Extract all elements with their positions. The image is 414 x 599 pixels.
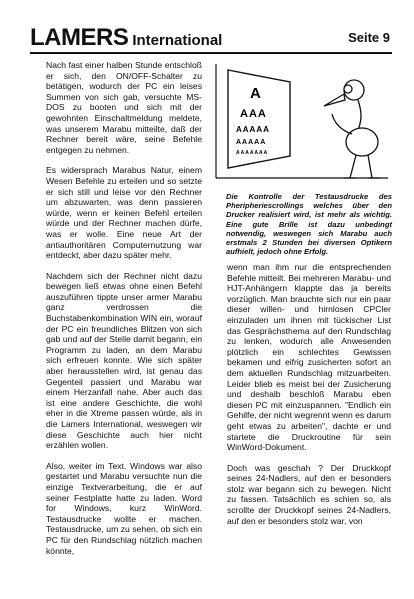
header-rule	[30, 52, 392, 54]
bird-leg	[350, 155, 356, 178]
figure-caption: Die Kontrolle der Testausdrucke des Pheripheriescrollings welches über den Drucker realisiert wird, ist mehr als wichtig. Eine gute Brille ist dazu unbedingt notwendig, weswegen sich Marabu auch erstmals 2 Stunden bei diversen Optikern aufhielt, jedoch ohne Erfolg.	[226, 192, 392, 257]
bird-arm	[332, 114, 352, 134]
paragraph: Nachdem sich der Rechner nicht dazu bewegen ließ etwas ohne einen Befehl auszuführen tippte unser armer Marabu ganz verdrossen die Buchstabenkombination WIN ein, worauf der PC ein freundliches Blitzen von sich gab und auf der Stelle damit begann, ein Programm zu laden, an dem Marabu sich erfreuen konnte. Wie sich später aber herausstellen wird, ist genau das Gegenteil passiert und Marabu war einem Herzanfall nahe. Aber auch das ist eine andere Geschichte, die wohl eher in die Xtreme passen würde, als in die Lamers International, weswegen wir diese Geschichte auch hier nicht erzählen wollen.	[46, 270, 202, 451]
page-number: Seite 9	[348, 30, 390, 45]
bird-neck	[358, 100, 361, 130]
chart-letter-row: AAAAAAA	[236, 150, 269, 156]
glasses-icon	[344, 85, 352, 93]
page-header	[30, 20, 392, 54]
paragraph: Nach fast einer halben Stunde entschloß er sich, den ON/OFF-Schalter zu betätigen, wodurch der PC ein leises Summen von sich gab, versuchte MS-DOS zu booten und sich mit der gewohnten Einschaltmeldung meldete, was unserem Marabu mitteilte, daß der Rechner bereit wäre, seine Befehle entgegen zu nehmen.	[46, 60, 202, 155]
logo-subtitle: International	[132, 32, 223, 49]
paragraph: Also, weiter im Text. Windows war also gestartet und Marabu versuchte nun die einzige Textverarbeitung, die er auf seiner Festplatte hatte zu laden. Word for Windows, kurz WinWord. Testausdrucke wollte er machen. Testausdrucke, um zu sehen, ob sich ein PC für den Rundschlag nützlich machen könnte,	[46, 460, 202, 556]
bird-beak	[324, 94, 345, 106]
chart-letter-row: A	[250, 85, 261, 102]
right-column	[227, 262, 391, 536]
paragraph: Es widersprach Marabus Natur, einem Wesen Befehle zu erteilen und so setzte er sich still und leise vor den Rechner um abzuwarten, was denn passieren würde, wenn er keinen Befehl erteilen würde und der Rechner machen dürfe, was er wolle. Eine neue Art der antiauthoritären Computernutzung war entdeckt, aber dazu später mehr.	[46, 165, 202, 261]
logo-mark: LAMERS	[30, 24, 129, 51]
bird-leg	[368, 155, 372, 178]
left-column	[46, 60, 202, 566]
marabu-character	[324, 80, 380, 178]
chart-letter-row: AAA	[240, 108, 267, 120]
magazine-logo	[30, 26, 222, 50]
paragraph: wenn man ihm nur die entsprechenden Befehle mitteilt. Bei mehreren Marabu- und HJT-Anhängern klappte das ja bereits vorzüglich. Man brauchte sich nur ein paar dieser willen- und hirnlosen CPCler einzuladen um ihnen mit tückischer List das Gesprächsthema auf den Rundschlag zu lenken, wodurch alle Anwesenden plötzlich ein schlechtes Gewissen bekamen und eifrig zusicherten sofort an dem aktuellen Rundschlag mitzuarbeiten. Leider blieb es meist bei der Zusicherung und deshalb beschloß Marabu eben diesen PC mit einzuspannen. "Endlich ein Gehilfe, der nicht wegrennt wenn es darum geht etwas zu arbeiten", dachte er und startete die Druckroutine für sein WinWord-Dokument.	[227, 262, 391, 453]
cartoon-illustration	[212, 60, 392, 190]
paragraph: Doch was geschah ? Der Druckkopf seines 24-Nadlers, auf den er besonders stolz war begann sich zu bewegen. Nicht zu fassen. Tatsächlich es schien so, als scrollte der Druckkopf seines 24-Nadlers, auf den er besonders stolz war, von	[227, 462, 391, 526]
eye-chart-cartoon	[212, 60, 392, 190]
bird-body	[346, 128, 378, 156]
chart-letter-row: AAAAA	[236, 125, 270, 134]
chart-letter-row: AAAAA	[236, 139, 267, 146]
